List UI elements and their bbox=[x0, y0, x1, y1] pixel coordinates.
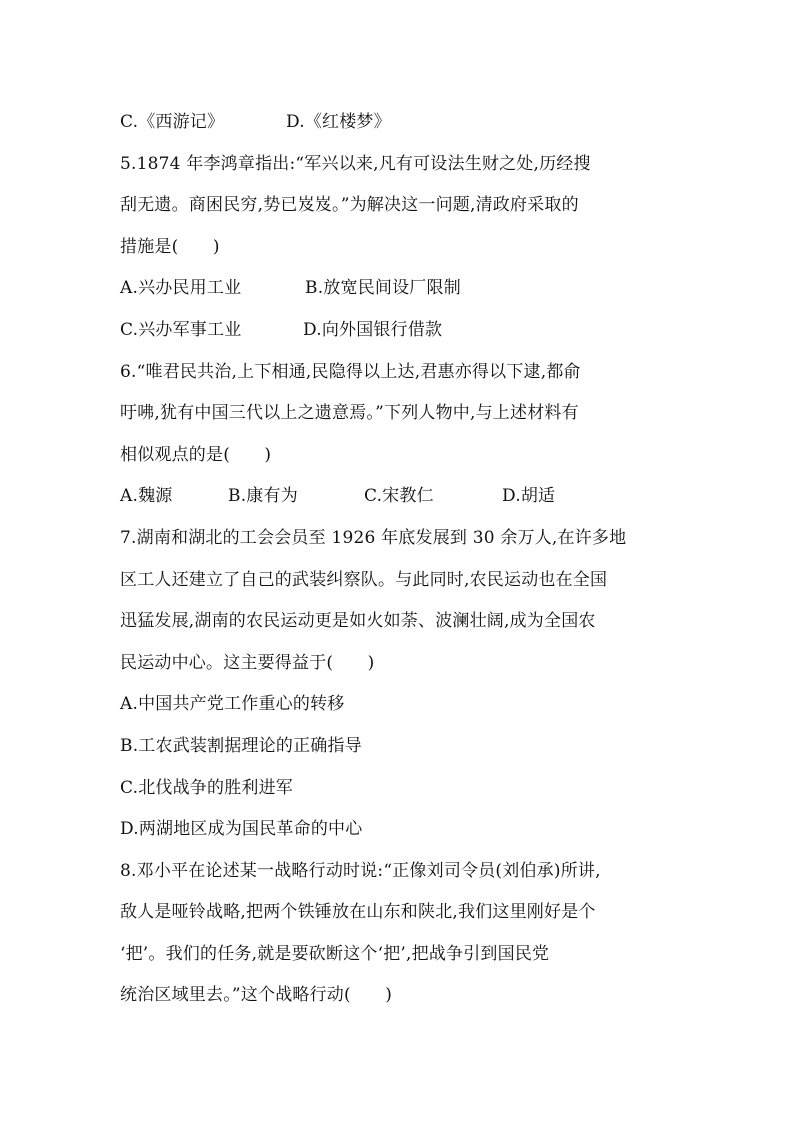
q5-option-c: C.兴办军事工业 bbox=[120, 319, 242, 340]
q5-stem-line-2: 刮无遗。商困民穷,势已岌岌。”为解决这一问题,清政府采取的 bbox=[120, 195, 579, 216]
q8-stem-line-2: 敌人是哑铃战略,把两个铁锤放在山东和陕北,我们这里刚好是个 bbox=[120, 902, 596, 923]
q6-option-d: D.胡适 bbox=[502, 486, 556, 507]
q7-stem-line-4: 民运动中心。这主要得益于( ) bbox=[120, 652, 375, 673]
q4-option-c: C.《西游记》 bbox=[120, 112, 225, 132]
q7-option-a: A.中国共产党工作重心的转移 bbox=[120, 694, 345, 715]
q5-option-b: B.放宽民间设厂限制 bbox=[305, 278, 461, 299]
q8-stem-line-1: 8.邓小平在论述某一战略行动时说:“正像刘司令员(刘伯承)所讲, bbox=[120, 860, 601, 881]
q7-option-d: D.两湖地区成为国民革命的中心 bbox=[120, 819, 363, 840]
q8-stem-line-4: 统治区域里去。”这个战略行动( ) bbox=[120, 985, 393, 1006]
q6-option-b: B.康有为 bbox=[228, 486, 298, 507]
q6-stem-line-2: 吁咈,犹有中国三代以上之遗意焉。”下列人物中,与上述材料有 bbox=[120, 403, 579, 424]
q7-option-b: B.工农武装割据理论的正确指导 bbox=[120, 735, 362, 756]
q5-stem-line-3: 措施是( ) bbox=[120, 236, 220, 257]
exam-page bbox=[120, 102, 680, 1017]
q6-stem-line-1: 6.“唯君民共治,上下相通,民隐得以上达,君惠亦得以下逮,都俞 bbox=[120, 361, 581, 382]
q7-stem-line-2: 区工人还建立了自己的武装纠察队。与此同时,农民运动也在全国 bbox=[120, 569, 608, 590]
q6-option-c: C.宋教仁 bbox=[364, 486, 434, 507]
q6-options bbox=[120, 476, 680, 518]
q5-option-d: D.向外国银行借款 bbox=[303, 319, 443, 340]
q7-option-c: C.北伐战争的胜利进军 bbox=[120, 777, 294, 798]
q6-stem-line-3: 相似观点的是( ) bbox=[120, 444, 272, 465]
q6-option-a: A.魏源 bbox=[120, 486, 173, 507]
q8-stem-line-3: ‘把’。我们的任务,就是要砍断这个‘把’,把战争引到国民党 bbox=[120, 943, 550, 964]
q5-stem-line-1: 5.1874 年李鸿章指出:“军兴以来,凡有可设法生财之处,历经搜 bbox=[120, 153, 591, 174]
q4-option-d: D.《红楼梦》 bbox=[286, 112, 391, 132]
q7-stem-line-3: 迅猛发展,湖南的农民运动更是如火如荼、波澜壮阔,成为全国农 bbox=[120, 611, 596, 632]
q5-option-a: A.兴办民用工业 bbox=[120, 278, 242, 299]
q5-options-ab bbox=[120, 268, 680, 310]
q5-options-cd bbox=[120, 310, 680, 352]
q4-options-cd bbox=[120, 102, 680, 144]
q7-stem-line-1: 7.湖南和湖北的工会会员至 1926 年底发展到 30 余万人,在许多地 bbox=[120, 527, 627, 548]
